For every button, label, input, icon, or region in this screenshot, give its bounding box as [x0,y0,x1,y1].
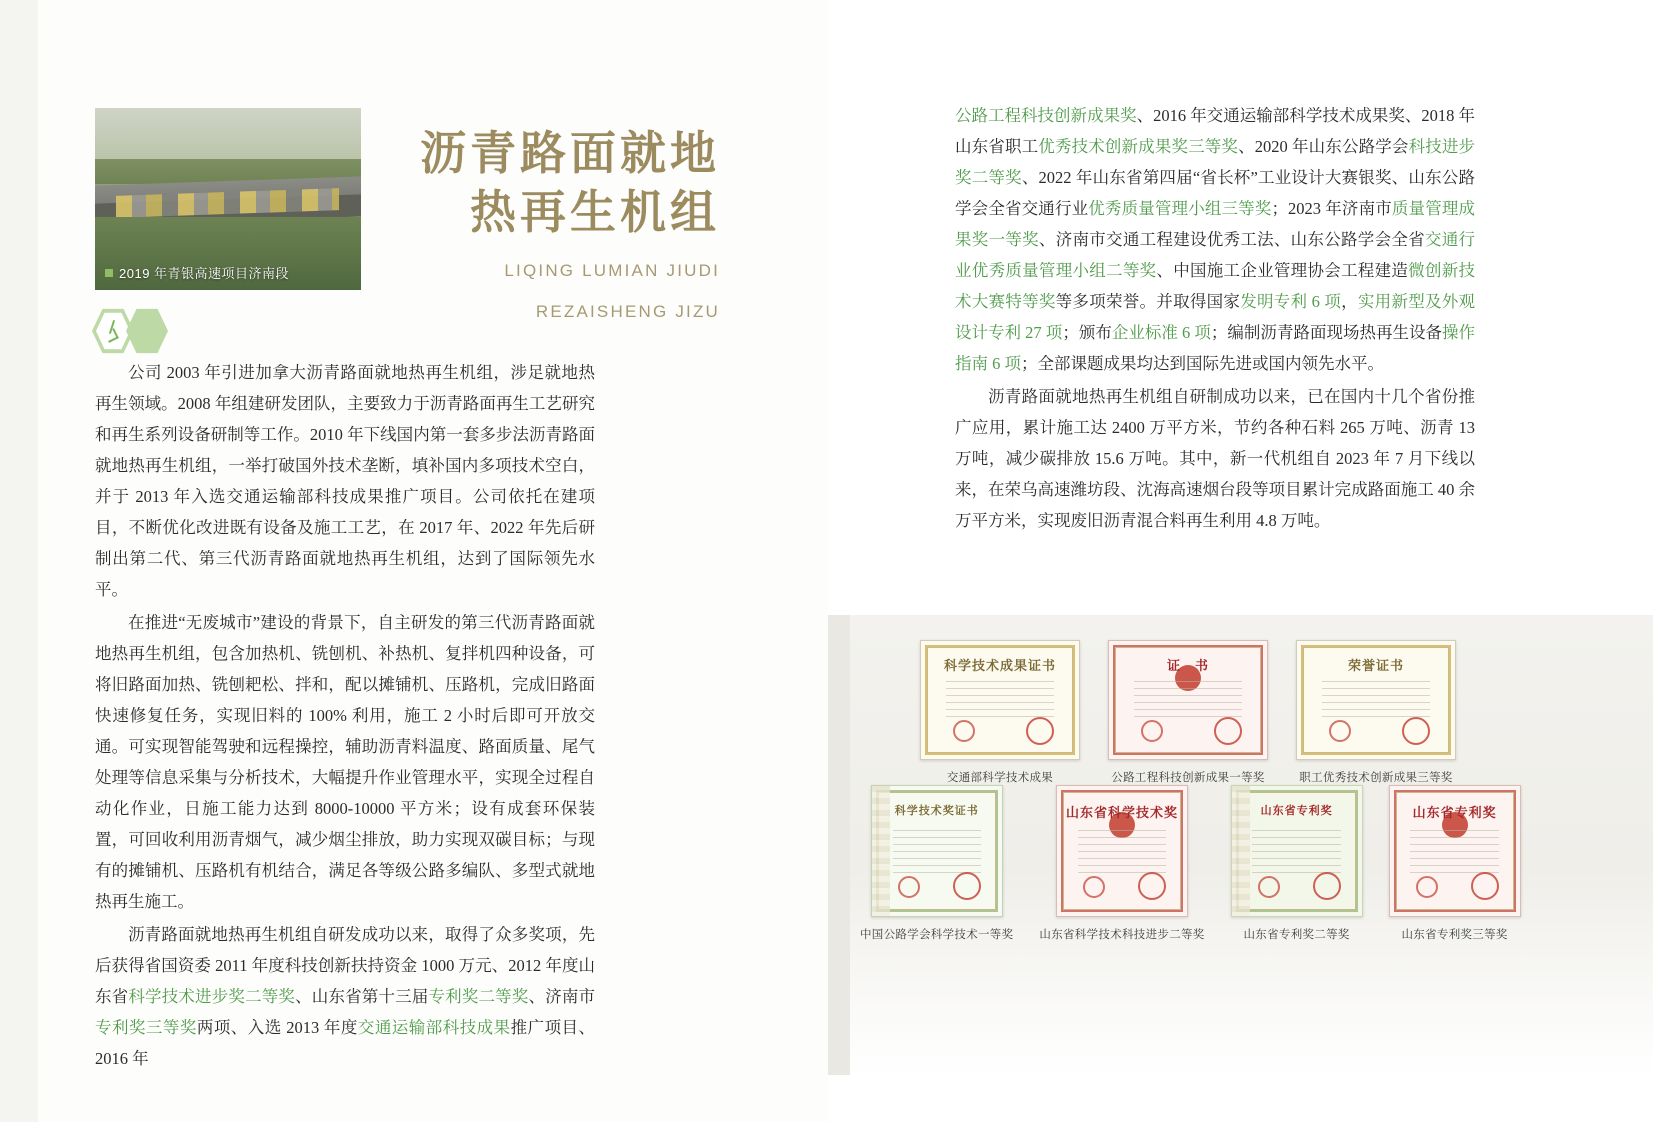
certificate-body-lines [946,681,1053,721]
body-text: 沥青路面就地热再生机组自研发成功以来，取得了众多奖项，先后获得省国资委 2011 年度科技创新扶持资金 1000 万元、2012 年度山东省 [95,925,595,1006]
body-text: 、2016 年交通运输部科学技术成果奖、2018 年山东省职工 [955,106,1476,156]
highlighted-text: 企业标准 6 项 [1111,323,1211,342]
highlighted-text: 优秀质量管理小组三等奖 [1088,199,1272,218]
certificate-item [1108,640,1268,785]
highlighted-text: 优秀技术创新成果奖三等奖 [1038,137,1239,156]
body-text: 、2022 年山东省第四届“省长杯”工业设计大赛银奖、山东公路学会全省交通行业 [955,168,1476,218]
certificate-body-lines [1410,830,1498,874]
certificate-item [920,640,1080,785]
certificate-body-lines [1078,830,1166,874]
body-text: 、济南市 [528,987,596,1006]
certificate-body-lines [893,830,981,874]
down-arrow-icon [105,320,121,340]
red-seal-icon-2 [953,720,975,742]
certificate-image [1389,785,1521,917]
page-title [380,125,720,325]
paragraph: 沥青路面就地热再生机组自研制成功以来，已在国内十几个省份推广应用，累计施工达 2400 万平方米，节约各种石料 265 万吨、沥青 13 万吨，减少碳排放 15.6 万吨。其中，新一代机组自 2023 年 7 月下线以来，在荣乌高速潍坊段、沈海高速烟台段等项目累计完成路面施工 40 余万平方米，实现废旧沥青混合料再生利用 4.8 万吨。 [955,387,1475,530]
certificate-item [1389,785,1521,942]
highlighted-text: 交通行业优秀质量管理小组二等奖 [955,230,1476,280]
certificate-image [871,785,1003,917]
body-text: ；全部课题成果均达到国际先进或国内领先水平。 [1021,354,1384,373]
certificate-title: 证 书 [1166,658,1209,674]
highlighted-text: 科学技术进步奖二等奖 [128,987,296,1006]
certificate-row-1 [920,640,1456,785]
certificate-item [1039,785,1204,942]
certificate-title: 科学技术奖证书 [894,804,979,817]
highlighted-text: 操作指南 6 项 [955,323,1476,373]
body-text: 等多项荣誉。并取得国家 [1055,292,1241,311]
red-seal-icon-2 [898,876,920,898]
right-text-column [955,100,1475,536]
certificate-body-lines [1322,681,1429,721]
body-text: 推广项目、2016 年 [95,1018,596,1068]
paragraph: 公司 2003 年引进加拿大沥青路面就地热再生机组，涉足就地热再生领域。2008 年组建研发团队，主要致力于沥青路面再生工艺研究和再生系列设备研制等工作。2010 年下线国内第一套多步法沥青路面就地热再生机组，一举打破国外技术垄断，填补国内多项技术空白，并于 2013 年入选交通运输部科技成果推广项目。公司依托在建项目，不断优化改进既有设备及施工工艺，在 2017 年、2022 年先后研制出第二代、第三代沥青路面就地热再生机组，达到了国际领先水平。 [95,363,595,599]
title-pinyin-line1: LIQING LUMIAN JIUDI [504,260,720,280]
left-edge-band [0,0,38,1122]
hero-caption-text: 2019 年青银高速项目济南段 [119,266,290,281]
certificate-caption: 山东省专利奖三等奖 [1401,929,1508,941]
body-text: ；编制沥青路面现场热再生设备 [1210,323,1443,342]
square-marker-icon [105,269,113,277]
certificate-item [1296,640,1456,785]
certificate-caption: 中国公路学会科学技术一等奖 [860,929,1014,941]
certificate-title: 山东省专利奖 [1412,804,1497,820]
highlighted-text: 专利奖二等奖 [428,987,529,1006]
certificate-title: 山东省专利奖 [1260,804,1333,817]
certificate-row-2 [860,785,1521,942]
red-seal-icon-2 [1083,876,1105,898]
highlighted-text: 专利奖三等奖 [95,1018,197,1037]
gallery-left-strip [828,615,850,1075]
red-seal-icon-2 [1258,876,1280,898]
red-seal-icon [1402,717,1430,745]
highlighted-text: 科技进步奖二等奖 [955,137,1476,187]
highlighted-text: 发明专利 6 项 [1240,292,1342,311]
hexagon-decoration [92,308,172,354]
body-text: ；颁布 [1062,323,1112,342]
red-seal-icon-2 [1141,720,1163,742]
paragraph-with-highlights [95,919,595,1074]
certificate-image [1056,785,1188,917]
title-cn-line2: 热再生机组 [470,186,720,238]
certificate-caption: 交通部科学技术成果 [946,772,1054,784]
highlighted-text: 交通运输部科技成果 [357,1018,511,1037]
certificate-title: 科学技术成果证书 [943,658,1056,674]
certificate-caption: 职工优秀技术创新成果三等奖 [1299,772,1453,784]
certificate-body-lines [1252,830,1340,874]
red-seal-icon [1214,717,1242,745]
red-seal-icon-2 [1416,876,1438,898]
body-text: 、中国施工企业管理协会工程建造 [1156,261,1409,280]
body-text: 两项、入选 2013 年度 [196,1018,358,1037]
body-text: ， [1341,292,1358,311]
highlighted-text: 质量管理成果奖一等奖 [955,199,1475,249]
hero-caption [105,263,289,282]
certificate-item [860,785,1013,942]
certificate-image [1108,640,1268,760]
certificate-caption: 山东省专利奖二等奖 [1243,929,1350,941]
body-text: 、济南市交通工程建设优秀工法、山东公路学会全省 [1038,230,1425,249]
title-cn-line1: 沥青路面就地 [420,128,720,179]
highlighted-text: 实用新型及外观设计专利 27 项 [955,292,1476,342]
left-text-column [95,357,595,1074]
body-text: 、2020 年山东公路学会 [1238,137,1409,156]
certificate-caption: 山东省科学技术科技进步二等奖 [1039,929,1205,941]
certificate-image [920,640,1080,760]
certificate-image [1231,785,1363,917]
title-pinyin-line2: REZAISHENG JIZU [535,301,720,321]
body-text: ；2023 年济南市 [1271,199,1392,218]
certificate-title: 荣誉证书 [1347,658,1404,674]
highlighted-text: 公路工程科技创新成果奖 [955,106,1137,125]
paragraph-with-highlights [955,100,1475,379]
certificate-body-lines [1134,681,1241,721]
red-seal-icon [1026,717,1054,745]
hexagon-shape-icon-2 [126,308,168,354]
body-text: 、山东省第十三届 [295,987,429,1006]
certificate-item [1231,785,1363,942]
hero-photo [95,108,361,290]
certificate-image [1296,640,1456,760]
paragraph: 在推进“无废城市”建设的背景下，自主研发的第三代沥青路面就地热再生机组，包含加热机、铣刨机、补热机、复拌机四种设备，可将旧路面加热、铣刨耙松、拌和，配以摊铺机、压路机，完成旧路面快速修复任务，实现旧料的 100% 利用，施工 2 小时后即可开放交通。可实现智能驾驶和远程操控，辅助沥青料温度、路面质量、尾气处理等信息采集与分析技术，大幅提升作业管理水平，实现全过程自动化作业，日施工能力达到 8000-10000 平方米；设有成套环保装置，可回收利用沥青烟气，减少烟尘排放，助力实现双碳目标；与现有的摊铺机、压路机有机结合，满足各等级公路多编队、多型式就地热再生施工。 [95,613,595,911]
highlighted-text: 微创新技术大赛特等奖 [955,261,1476,311]
certificate-caption: 公路工程科技创新成果一等奖 [1111,772,1265,784]
certificate-title: 山东省科学技术奖 [1065,804,1178,820]
red-seal-icon-2 [1329,720,1351,742]
